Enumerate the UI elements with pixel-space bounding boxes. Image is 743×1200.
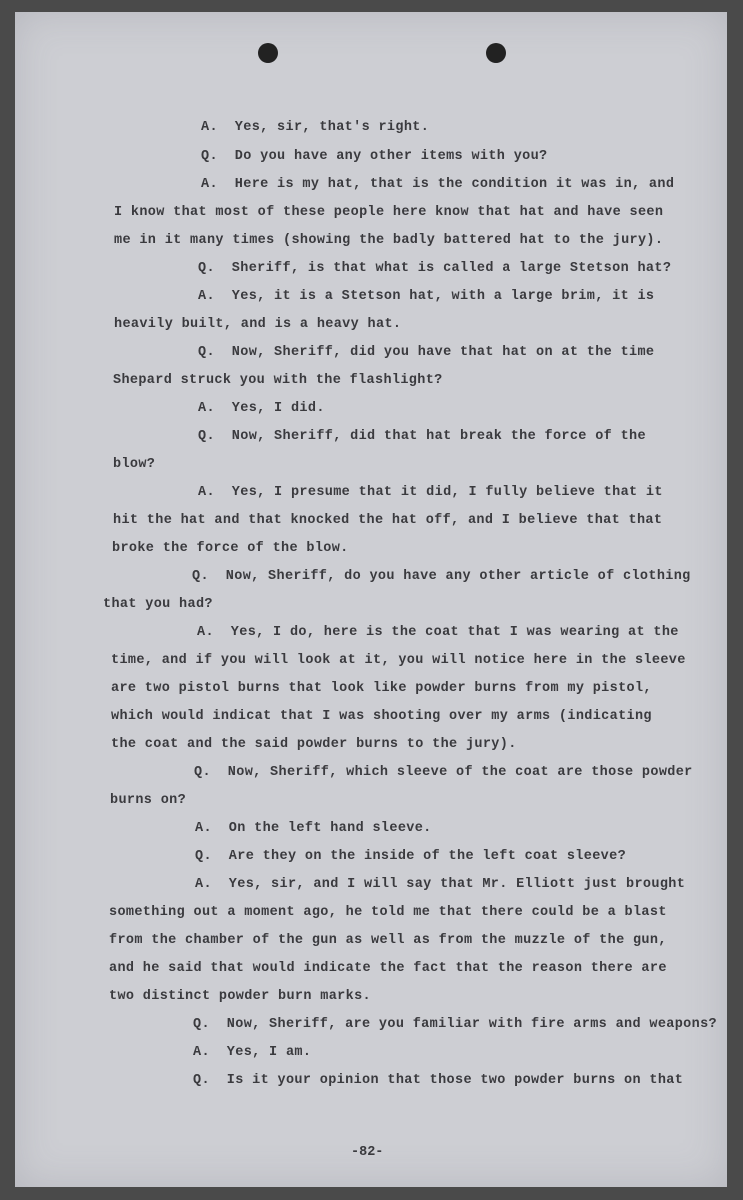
transcript-line: A. Yes, sir, and I will say that Mr. Elliott just brought [195,877,686,892]
transcript-line: blow? [113,457,156,472]
transcript-line: A. Yes, sir, that's right. [201,120,430,135]
transcript-line: A. Here is my hat, that is the condition it was in, and [201,177,675,192]
transcript-line: two distinct powder burn marks. [109,989,371,1004]
transcript-line: something out a moment ago, he told me that there could be a blast [109,905,667,920]
transcript-line: A. On the left hand sleeve. [195,821,432,836]
transcript-line: which would indicat that I was shooting over my arms (indicating [111,709,652,724]
transcript-line: from the chamber of the gun as well as from the muzzle of the gun, [109,933,667,948]
page-number: -82- [351,1145,384,1160]
transcript-line: Q. Is it your opinion that those two powder burns on that [193,1073,684,1088]
transcript-line: heavily built, and is a heavy hat. [114,317,402,332]
transcript-line: are two pistol burns that look like powder burns from my pistol, [111,681,652,696]
transcript-line: that you had? [103,597,213,612]
transcript-line: and he said that would indicate the fact that the reason there are [109,961,667,976]
transcript-line: the coat and the said powder burns to the jury). [111,737,517,752]
transcript-line: Q. Are they on the inside of the left coat sleeve? [195,849,627,864]
document-page [15,12,727,1187]
punch-hole [258,43,278,63]
transcript-line: Q. Now, Sheriff, do you have any other article of clothing [192,569,691,584]
transcript-line: Q. Do you have any other items with you? [201,149,548,164]
transcript-line: I know that most of these people here know that hat and have seen [114,205,664,220]
transcript-line: A. Yes, I did. [198,401,325,416]
transcript-line: Q. Now, Sheriff, did you have that hat on at the time [198,345,655,360]
transcript-line: A. Yes, it is a Stetson hat, with a large brim, it is [198,289,655,304]
transcript-line: broke the force of the blow. [112,541,349,556]
transcript-line: Q. Now, Sheriff, are you familiar with fire arms and weapons? [193,1017,717,1032]
transcript-line: Q. Sheriff, is that what is called a large Stetson hat? [198,261,672,276]
transcript-line: Shepard struck you with the flashlight? [113,373,443,388]
transcript-line: hit the hat and that knocked the hat off, and I believe that that [113,513,663,528]
transcript-line: A. Yes, I am. [193,1045,312,1060]
transcript-line: burns on? [110,793,187,808]
transcript-line: A. Yes, I presume that it did, I fully believe that it [198,485,663,500]
punch-hole [486,43,506,63]
transcript-line: me in it many times (showing the badly battered hat to the jury). [114,233,664,248]
transcript-line: time, and if you will look at it, you will notice here in the sleeve [111,653,686,668]
transcript-line: Q. Now, Sheriff, did that hat break the force of the [198,429,646,444]
transcript-line: Q. Now, Sheriff, which sleeve of the coat are those powder [194,765,693,780]
transcript-line: A. Yes, I do, here is the coat that I was wearing at the [197,625,679,640]
